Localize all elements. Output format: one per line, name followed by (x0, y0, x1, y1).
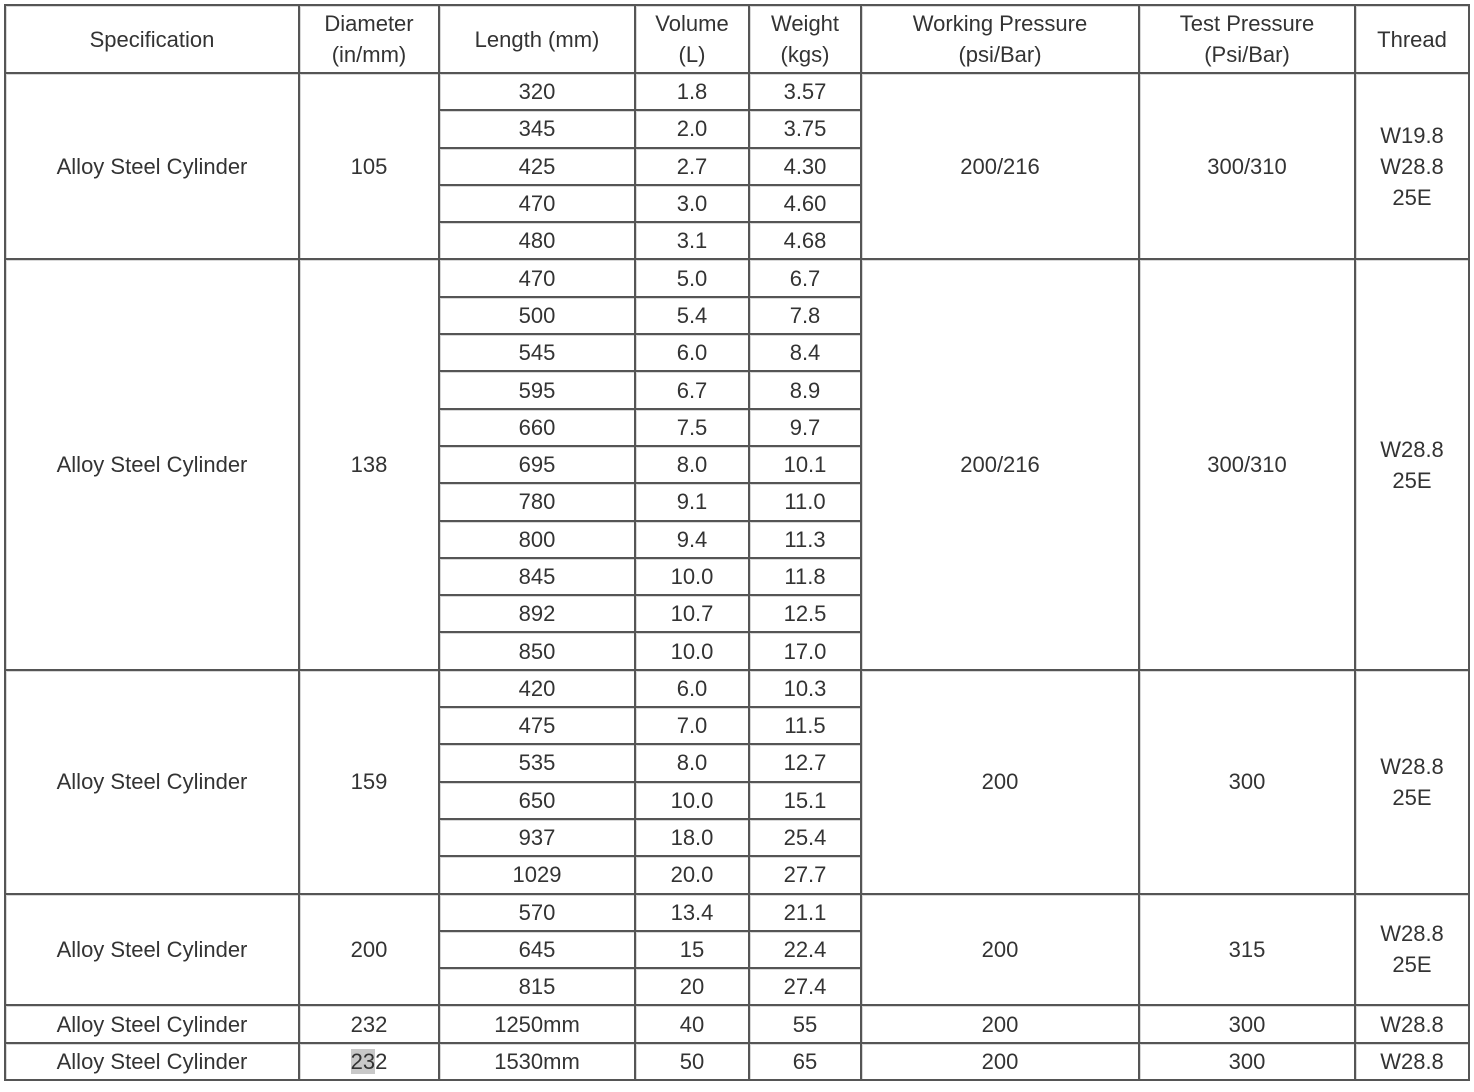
volume-cell: 6.0 (636, 671, 750, 708)
length-cell: 815 (440, 969, 636, 1006)
length-cell: 800 (440, 522, 636, 559)
volume-cell: 15 (636, 932, 750, 969)
length-cell: 320 (440, 74, 636, 111)
volume-cell: 10.7 (636, 596, 750, 633)
test-pressure-cell: 300/310 (1140, 260, 1356, 670)
test-pressure-cell: 300 (1140, 1044, 1356, 1081)
diameter-text-rest: 2 (375, 1048, 388, 1074)
test-pressure-cell: 300 (1140, 1006, 1356, 1043)
volume-cell: 10.0 (636, 633, 750, 670)
volume-cell: 20 (636, 969, 750, 1006)
diameter-cell: 138 (300, 260, 440, 670)
header-diameter: Diameter (in/mm) (300, 6, 440, 74)
weight-cell: 9.7 (750, 410, 862, 447)
length-cell: 1029 (440, 857, 636, 894)
length-cell: 425 (440, 149, 636, 186)
weight-cell: 11.3 (750, 522, 862, 559)
thread-cell: W28.8 25E (1356, 671, 1470, 895)
specification-cell: Alloy Steel Cylinder (6, 671, 300, 895)
length-cell: 535 (440, 745, 636, 782)
table-row (6, 1006, 1470, 1043)
weight-cell: 6.7 (750, 260, 862, 297)
length-cell: 845 (440, 559, 636, 596)
length-cell: 780 (440, 484, 636, 521)
weight-cell: 12.5 (750, 596, 862, 633)
weight-cell: 27.4 (750, 969, 862, 1006)
volume-cell: 10.0 (636, 783, 750, 820)
length-cell: 470 (440, 186, 636, 223)
length-cell: 1530mm (440, 1044, 636, 1081)
table-row (6, 260, 1470, 297)
working-pressure-cell: 200 (862, 1044, 1140, 1081)
diameter-cell (300, 1044, 440, 1081)
header-thread: Thread (1356, 6, 1470, 74)
volume-cell: 5.4 (636, 298, 750, 335)
specification-cell: Alloy Steel Cylinder (6, 260, 300, 670)
weight-cell: 17.0 (750, 633, 862, 670)
test-pressure-cell: 300/310 (1140, 74, 1356, 260)
weight-cell: 4.68 (750, 223, 862, 260)
specification-cell: Alloy Steel Cylinder (6, 74, 300, 260)
weight-cell: 11.5 (750, 708, 862, 745)
table-row (6, 671, 1470, 708)
volume-cell: 5.0 (636, 260, 750, 297)
volume-cell: 7.5 (636, 410, 750, 447)
volume-cell: 18.0 (636, 820, 750, 857)
volume-cell: 8.0 (636, 745, 750, 782)
weight-cell: 11.8 (750, 559, 862, 596)
weight-cell: 22.4 (750, 932, 862, 969)
weight-cell: 25.4 (750, 820, 862, 857)
length-cell: 892 (440, 596, 636, 633)
thread-cell: W28.8 (1356, 1006, 1470, 1043)
weight-cell: 7.8 (750, 298, 862, 335)
thread-cell: W19.8 W28.8 25E (1356, 74, 1470, 260)
weight-cell: 65 (750, 1044, 862, 1081)
weight-cell: 4.60 (750, 186, 862, 223)
diameter-cell: 200 (300, 895, 440, 1007)
volume-cell: 9.4 (636, 522, 750, 559)
volume-cell: 9.1 (636, 484, 750, 521)
test-pressure-cell: 315 (1140, 895, 1356, 1007)
length-cell: 480 (440, 223, 636, 260)
volume-cell: 3.0 (636, 186, 750, 223)
weight-cell: 3.75 (750, 111, 862, 148)
length-cell: 1250mm (440, 1006, 636, 1043)
volume-cell: 10.0 (636, 559, 750, 596)
length-cell: 475 (440, 708, 636, 745)
specification-cell: Alloy Steel Cylinder (6, 1044, 300, 1081)
table-row (6, 895, 1470, 932)
length-cell: 660 (440, 410, 636, 447)
diameter-cell: 232 (300, 1006, 440, 1043)
header-volume: Volume (L) (636, 6, 750, 74)
length-cell: 650 (440, 783, 636, 820)
length-cell: 595 (440, 372, 636, 409)
length-cell: 470 (440, 260, 636, 297)
weight-cell: 11.0 (750, 484, 862, 521)
weight-cell: 21.1 (750, 895, 862, 932)
thread-cell: W28.8 25E (1356, 260, 1470, 670)
specification-cell: Alloy Steel Cylinder (6, 895, 300, 1007)
header-length: Length (mm) (440, 6, 636, 74)
volume-cell: 8.0 (636, 447, 750, 484)
volume-cell: 40 (636, 1006, 750, 1043)
header-row (6, 6, 1470, 74)
diameter-cell: 105 (300, 74, 440, 260)
volume-cell: 3.1 (636, 223, 750, 260)
weight-cell: 27.7 (750, 857, 862, 894)
weight-cell: 15.1 (750, 783, 862, 820)
weight-cell: 12.7 (750, 745, 862, 782)
length-cell: 645 (440, 932, 636, 969)
volume-cell: 6.0 (636, 335, 750, 372)
weight-cell: 8.9 (750, 372, 862, 409)
length-cell: 850 (440, 633, 636, 670)
length-cell: 695 (440, 447, 636, 484)
header-specification: Specification (6, 6, 300, 74)
volume-cell: 1.8 (636, 74, 750, 111)
thread-cell: W28.8 25E (1356, 895, 1470, 1007)
weight-cell: 4.30 (750, 149, 862, 186)
volume-cell: 2.0 (636, 111, 750, 148)
table-row (6, 1044, 1470, 1081)
working-pressure-cell: 200 (862, 671, 1140, 895)
weight-cell: 3.57 (750, 74, 862, 111)
length-cell: 345 (440, 111, 636, 148)
cylinder-spec-table (4, 4, 1470, 1081)
length-cell: 937 (440, 820, 636, 857)
header-test-pressure: Test Pressure (Psi/Bar) (1140, 6, 1356, 74)
working-pressure-cell: 200 (862, 895, 1140, 1007)
weight-cell: 55 (750, 1006, 862, 1043)
working-pressure-cell: 200/216 (862, 74, 1140, 260)
length-cell: 420 (440, 671, 636, 708)
diameter-cell: 159 (300, 671, 440, 895)
working-pressure-cell: 200/216 (862, 260, 1140, 670)
volume-cell: 7.0 (636, 708, 750, 745)
length-cell: 570 (440, 895, 636, 932)
volume-cell: 6.7 (636, 372, 750, 409)
volume-cell: 2.7 (636, 149, 750, 186)
volume-cell: 20.0 (636, 857, 750, 894)
volume-cell: 13.4 (636, 895, 750, 932)
header-weight: Weight (kgs) (750, 6, 862, 74)
header-working-pressure: Working Pressure (psi/Bar) (862, 6, 1140, 74)
length-cell: 545 (440, 335, 636, 372)
specification-cell: Alloy Steel Cylinder (6, 1006, 300, 1043)
thread-cell: W28.8 (1356, 1044, 1470, 1081)
test-pressure-cell: 300 (1140, 671, 1356, 895)
length-cell: 500 (440, 298, 636, 335)
table-row (6, 74, 1470, 111)
volume-cell: 50 (636, 1044, 750, 1081)
working-pressure-cell: 200 (862, 1006, 1140, 1043)
text-selection-highlight[interactable]: 23 (350, 1048, 376, 1074)
weight-cell: 8.4 (750, 335, 862, 372)
table-body (6, 74, 1470, 1081)
weight-cell: 10.1 (750, 447, 862, 484)
weight-cell: 10.3 (750, 671, 862, 708)
